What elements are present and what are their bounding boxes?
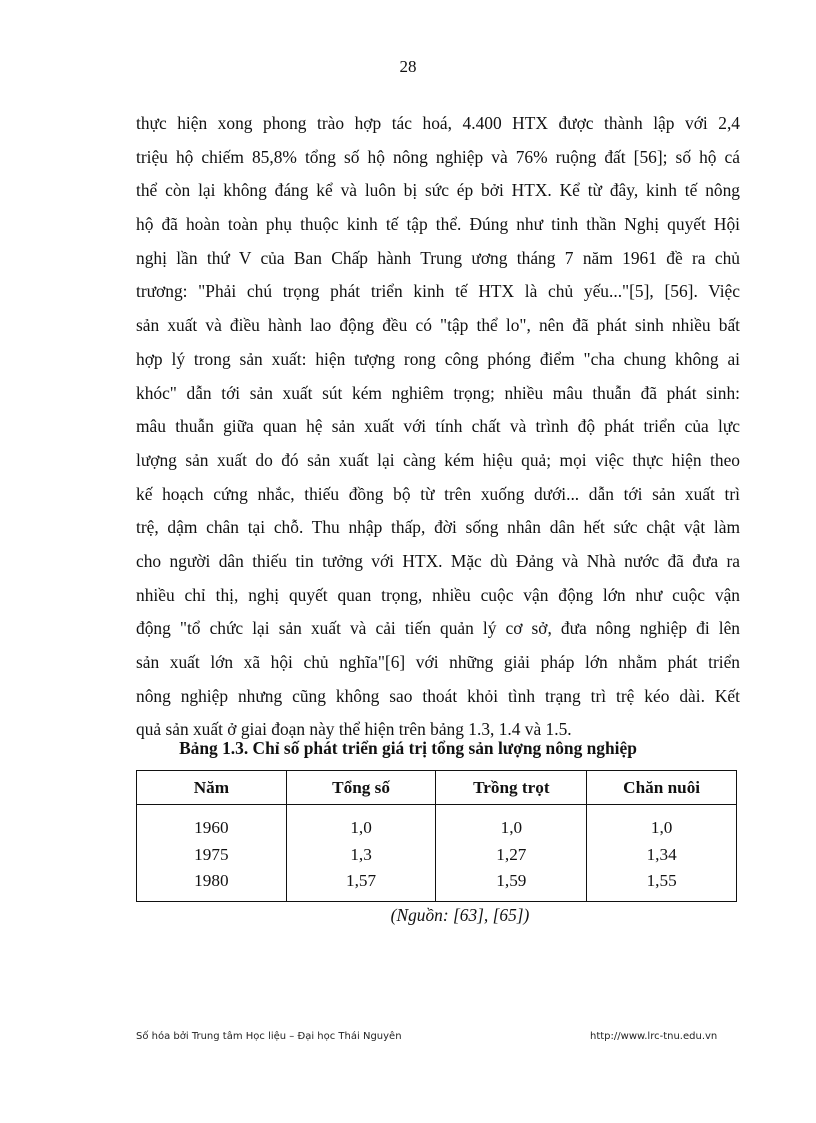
table-cell: 1,55 bbox=[587, 868, 737, 901]
header-total: Tổng số bbox=[286, 771, 436, 805]
header-livestock: Chăn nuôi bbox=[587, 771, 737, 805]
body-line: sản xuất và điều hành lao động đều có "tập thể lo", nên đã phát sinh nhiều bất bbox=[136, 315, 740, 336]
table-row bbox=[137, 842, 737, 869]
body-line: hộ đã hoàn toàn phụ thuộc kinh tế tập thể. Đúng như tinh thần Nghị quyết Hội bbox=[136, 214, 740, 235]
body-line: nghị lần thứ V của Ban Chấp hành Trung ương tháng 7 năm 1961 đề ra chủ bbox=[136, 247, 740, 268]
table-cell: 1980 bbox=[137, 868, 287, 901]
table-row bbox=[137, 805, 737, 842]
table-cell: 1960 bbox=[137, 805, 287, 842]
table-cell: 1,0 bbox=[286, 805, 436, 842]
body-line: thực hiện xong phong trào hợp tác hoá, 4.400 HTX được thành lập với 2,4 bbox=[136, 113, 740, 133]
body-line: kế hoạch cứng nhắc, thiếu đồng bộ từ trên xuống dưới... dẫn tới sản xuất trì bbox=[136, 483, 740, 504]
data-table bbox=[136, 770, 737, 902]
table-row bbox=[137, 868, 737, 901]
page-number: 28 bbox=[399, 57, 417, 76]
header-crops: Trồng trọt bbox=[436, 771, 587, 805]
table-cell: 1,34 bbox=[587, 842, 737, 869]
body-line: mâu thuẫn giữa quan hệ sản xuất với tính chất và trình độ phát triển của lực bbox=[136, 416, 740, 437]
table-header-row bbox=[137, 771, 737, 805]
body-line: cho người dân thiếu tin tưởng với HTX. Mặc dù Đảng và Nhà nước đã đưa ra bbox=[136, 550, 740, 571]
table-source: (Nguồn: [63], [65]) bbox=[390, 905, 530, 925]
table-cell: 1,59 bbox=[436, 868, 587, 901]
body-line: quả sản xuất ở giai đoạn này thể hiện trên bảng 1.3, 1.4 và 1.5. bbox=[136, 719, 572, 740]
body-line: thể còn lại không đáng kể và luôn bị sức ép bởi HTX. Kể từ đây, kinh tế nông bbox=[136, 180, 740, 201]
table-cell: 1,0 bbox=[587, 805, 737, 842]
table-cell: 1,0 bbox=[436, 805, 587, 842]
body-line: động "tổ chức lại sản xuất và cải tiến quản lý cơ sở, đưa nông nghiệp đi lên bbox=[136, 618, 740, 639]
body-line: khóc" dẫn tới sản xuất sút kém nghiêm trọng; nhiều mâu thuẫn đã phát sinh: bbox=[136, 382, 740, 403]
body-line: lượng sản xuất do đó sản xuất lại càng kém hiệu quả; mọi việc thực hiện theo bbox=[136, 449, 740, 470]
table-cell: 1,3 bbox=[286, 842, 436, 869]
body-line: trệ, dậm chân tại chỗ. Thu nhập thấp, đời sống nhân dân hết sức chật vật làm bbox=[136, 517, 740, 538]
body-line: nhiều chỉ thị, nghị quyết quan trọng, nhiều cuộc vận động lớn như cuộc vận bbox=[136, 584, 740, 605]
body-line: triệu hộ chiếm 85,8% tổng số hộ nông nghiệp và 76% ruộng đất [56]; số hộ cá bbox=[136, 146, 740, 167]
table-cell: 1,27 bbox=[436, 842, 587, 869]
header-year: Năm bbox=[137, 771, 287, 805]
footer-credit: Số hóa bởi Trung tâm Học liệu – Đại học Thái Nguyên bbox=[136, 1031, 402, 1042]
body-line: hợp lý trong sản xuất: hiện tượng rong công phóng điểm "cha chung không ai bbox=[136, 348, 740, 369]
table-cell: 1975 bbox=[137, 842, 287, 869]
body-line: trương: "Phải chú trọng phát triển kinh tế HTX là chủ yếu..."[5], [56]. Việc bbox=[136, 281, 740, 302]
body-line: nông nghiệp nhưng cũng không sao thoát khỏi tình trạng trì trệ kéo dài. Kết bbox=[136, 685, 740, 706]
footer-url: http://www.lrc-tnu.edu.vn bbox=[590, 1031, 718, 1042]
body-line: sản xuất lớn xã hội chủ nghĩa"[6] với những giải pháp lớn nhằm phát triển bbox=[136, 652, 740, 672]
table-cell: 1,57 bbox=[286, 868, 436, 901]
table-caption: Bảng 1.3. Chỉ số phát triển giá trị tổng sản lượng nông nghiệp bbox=[179, 738, 637, 758]
body-paragraph bbox=[136, 107, 740, 747]
